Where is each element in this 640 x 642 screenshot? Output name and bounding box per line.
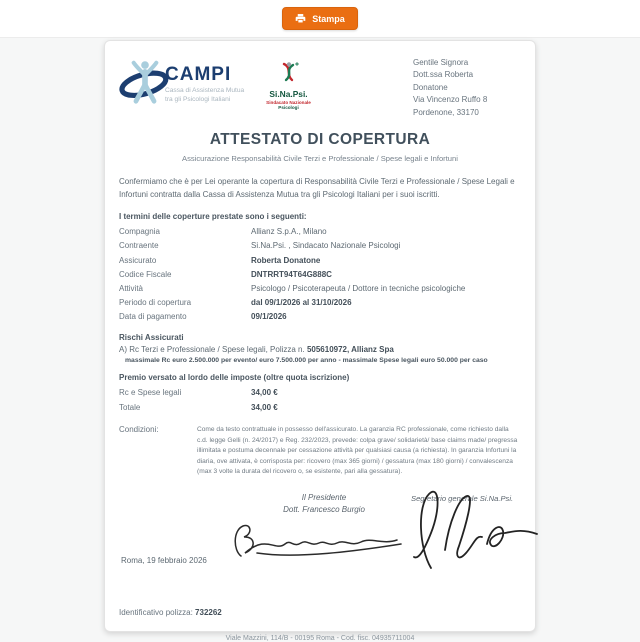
president-name: Dott. Francesco Burgio — [283, 504, 365, 514]
table-row — [119, 281, 521, 295]
campi-figure-swoosh-icon — [119, 57, 171, 112]
condizioni-label: Condizioni: — [119, 425, 159, 435]
rischi-policy-prefix: A) Rc Terzi e Professionale / Spese legali, Polizza n. — [119, 344, 307, 354]
row-label: Compagnia — [119, 227, 160, 237]
policy-id-line — [119, 608, 521, 617]
row-label: Totale — [119, 402, 141, 412]
policy-id-label: Identificativo polizza: — [119, 607, 196, 617]
campi-tagline-line2: tra gli Psicologi Italiani — [165, 95, 231, 103]
secretary-signature-label: Segretario generale Si.Na.Psi. — [411, 493, 514, 503]
rischi-section — [119, 333, 521, 364]
policy-id-value: 732262 — [195, 607, 222, 617]
row-value: Allianz S.p.A., Milano — [251, 227, 327, 237]
row-label: Codice Fiscale — [119, 269, 172, 279]
sinapsi-subtitle-line2: Psicologi — [278, 105, 299, 111]
print-button[interactable] — [282, 7, 358, 30]
row-label: Periodo di copertura — [119, 298, 192, 308]
campi-logo — [119, 57, 244, 112]
print-button-label: Stampa — [312, 13, 345, 24]
rischi-policy-line — [119, 345, 521, 354]
recipient-line: Via Vincenzo Ruffo 8 — [413, 95, 488, 105]
row-label: Rc e Spese legali — [119, 388, 182, 398]
table-row — [119, 400, 521, 414]
sinapsi-logo — [266, 61, 311, 110]
condizioni-text: Come da testo contrattuale in possesso dell'assicurato. La garanzia RC professionale, come richiesto dalla c.d. legge Gelli (n. 24/2017) e Reg. 232/2023, prevede: colpa grave/ solidarietà/ base claims made/ pregressa illimitata e postuma decennale per cessazione attività per qualsiasi causa (a richiesta). In garanzia Infortuni la diaria, ove attivata, è corrisposta per: ricovero (max 365 giorni) / gessatura (max 180 giorni) / convalescenza (max 3 volte la durata del ricovero o, se esistente, pari alla gessatura). — [197, 426, 518, 476]
terms-table — [119, 225, 521, 324]
row-label: Data di pagamento — [119, 312, 187, 322]
row-label: Assicurato — [119, 255, 157, 265]
top-toolbar — [0, 0, 640, 38]
table-row — [119, 225, 521, 239]
table-row — [119, 310, 521, 324]
row-value: Si.Na.Psi. , Sindacato Nazionale Psicologi — [251, 241, 401, 251]
printer-icon — [295, 13, 306, 24]
campi-tagline-line1: Cassa di Assistenza Mutua — [165, 87, 245, 94]
row-value: dal 09/1/2026 al 31/10/2026 — [251, 298, 352, 308]
row-label: Attività — [119, 283, 144, 293]
table-row — [119, 295, 521, 309]
intro-paragraph: Confermiamo che è per Lei operante la copertura di Responsabilità Civile Terzi e Professionale / Spese Legali e Infortuni contratta dalla Cassa di Assistenza Mutua tra gli Psicologi Italiani per i suoi iscritti. — [119, 176, 515, 199]
row-value: Psicologo / Psicoterapeuta / Dottore in tecniche psicologiche — [251, 283, 466, 293]
table-row — [119, 386, 521, 400]
recipient-line: Dott.ssa Roberta — [413, 70, 474, 80]
president-signature-label — [264, 492, 384, 516]
document-footer: Viale Mazzini, 114/B - 00195 Roma - Cod. fisc. 04935711004 — [225, 634, 415, 642]
document-title: ATTESTATO DI COPERTURA — [209, 130, 431, 148]
sinapsi-name: Si.Na.Psi. — [269, 89, 308, 99]
campi-name: CAMPI — [165, 64, 232, 85]
document-header — [119, 57, 521, 119]
recipient-address — [413, 57, 521, 119]
terms-heading: I termini delle coperture prestate sono i seguenti: — [119, 211, 307, 221]
row-label: Contraente — [119, 241, 159, 251]
campi-logo-text — [165, 65, 244, 105]
rischi-heading: Rischi Assicurati — [119, 332, 184, 342]
condizioni-section — [119, 425, 521, 478]
row-value: 34,00 € — [251, 388, 278, 398]
recipient-line: Donatone — [413, 82, 448, 92]
president-signature — [227, 514, 412, 569]
date-place-line: Roma, 19 febbraio 2026 — [121, 555, 207, 565]
document-subtitle: Assicurazione Responsabilità Civile Terzi e Professionale / Spese legali e Infortuni — [182, 153, 458, 163]
premio-section — [119, 373, 521, 414]
recipient-line: Gentile Signora — [413, 58, 469, 67]
table-row — [119, 267, 521, 281]
logos — [119, 57, 311, 119]
table-row — [119, 253, 521, 267]
certificate-document — [104, 40, 536, 642]
recipient-line: Pordenone, 33170 — [413, 107, 479, 117]
row-value: DNTRRT94T64G888C — [251, 269, 332, 279]
rischi-policy-number: 505610972, Allianz Spa — [306, 344, 394, 354]
row-value: 34,00 € — [251, 402, 278, 412]
row-value: 09/1/2026 — [251, 312, 287, 322]
president-role: Il Presidente — [301, 492, 347, 502]
sinapsi-ribbon-figure-icon — [277, 61, 301, 90]
secretary-signature — [401, 486, 541, 579]
sinapsi-subtitle-line1: Sindacato Nazionale — [266, 100, 311, 106]
table-row — [119, 239, 521, 253]
signature-area — [119, 486, 521, 604]
rischi-massimale: massimale Rc euro 2.500.000 per evento/ euro 7.500.000 per anno - massimale Spese legali euro 50.000 per caso — [125, 356, 488, 364]
row-value: Roberta Donatone — [251, 255, 321, 265]
premio-heading: Premio versato al lordo delle imposte (oltre quota iscrizione) — [119, 372, 350, 382]
